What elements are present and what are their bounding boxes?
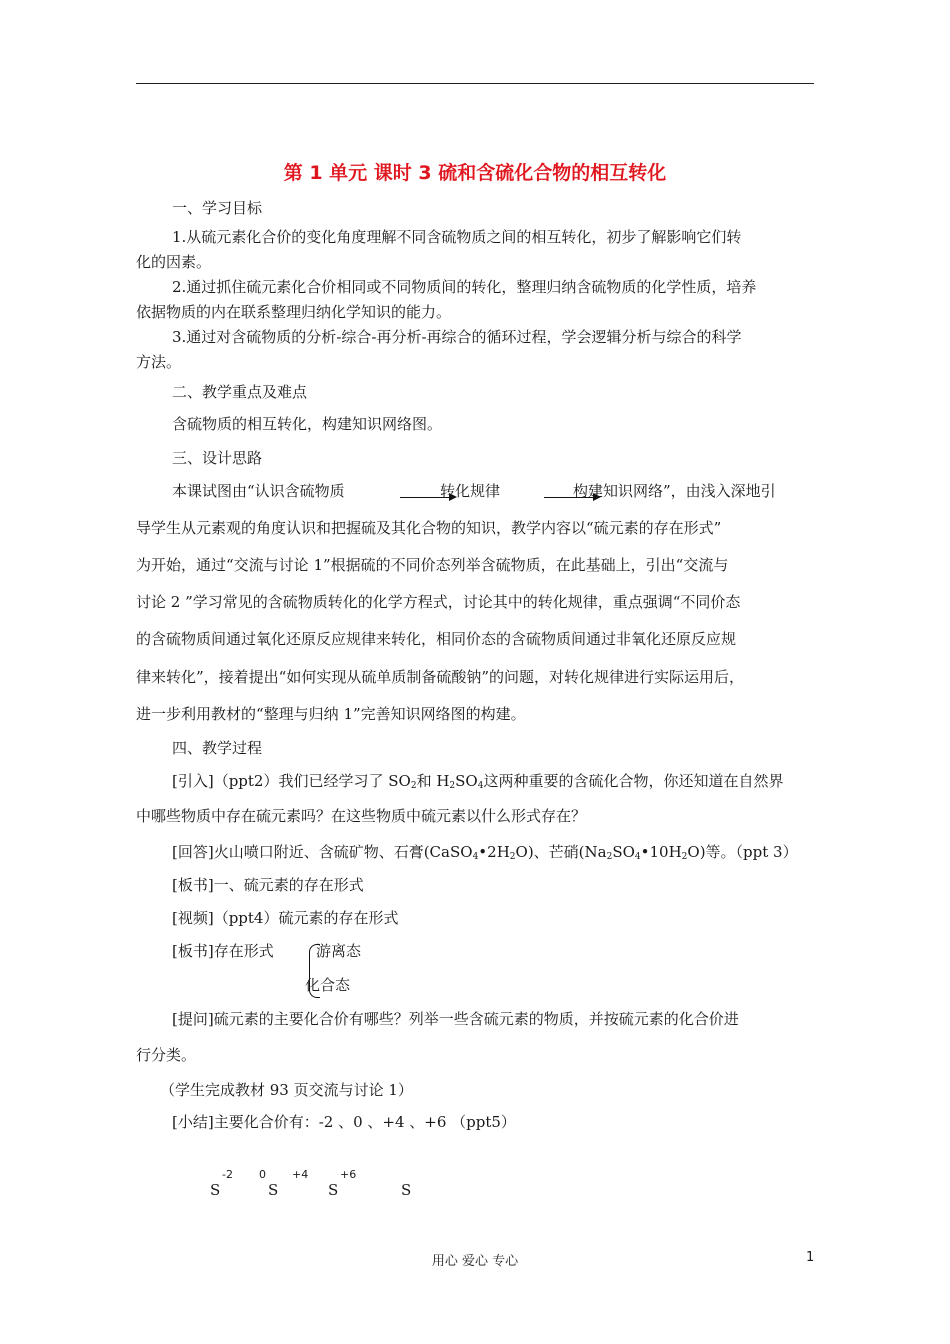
design-heading: 三、设计思路 bbox=[172, 449, 263, 467]
goal-1-line-2: 化的因素。 bbox=[136, 253, 212, 271]
answer-text-d: SO bbox=[612, 843, 635, 861]
design-line-2: 导学生从元素观的角度认识和把握硫及其化合物的知识，教学内容以“硫元素的存在形式” bbox=[136, 519, 722, 537]
design-line-6: 律来转化”，接着提出“如何实现从硫单质制备硫酸钠”的问题，对转化规律进行实际运用后， bbox=[136, 668, 745, 686]
h2o-subscript-1: 2 bbox=[509, 852, 516, 862]
goal-2-line-2: 依据物质的内在联系整理归纳化学知识的能力。 bbox=[136, 303, 452, 321]
key-heading: 二、教学重点及难点 bbox=[172, 383, 308, 401]
answer-text-e: •10H bbox=[640, 843, 682, 861]
question-line-1: [提问]硫元素的主要化合价有哪些？列举一些含硫元素的物质，并按硫元素的化合价进 bbox=[172, 1010, 739, 1028]
video-line: [视频]（ppt4）硫元素的存在形式 bbox=[172, 909, 399, 927]
design-line-3: 为开始，通过“交流与讨论 1”根据硫的不同价态列举含硫物质，在此基础上，引出“交流与 bbox=[136, 556, 729, 574]
valence-label-2: 0 bbox=[259, 1168, 266, 1181]
intro-text-a: [引入]（ppt2）我们已经学习了 SO bbox=[172, 772, 411, 790]
design-line-4: 讨论 2 ”学习常见的含硫物质转化的化学方程式，讨论其中的转化规律，重点强调“不同价态 bbox=[136, 593, 741, 611]
design-line-1b: 转化规律 bbox=[440, 482, 501, 500]
intro-line-1 bbox=[172, 771, 783, 796]
page-title: 第 1 单元 课时 3 硫和含硫化合物的相互转化 bbox=[283, 162, 667, 184]
intro-line-2: 中哪些物质中存在硫元素吗？在这些物质中硫元素以什么形式存在？ bbox=[136, 807, 587, 825]
valence-label-3: +4 bbox=[292, 1168, 309, 1181]
goal-3-line-2: 方法。 bbox=[136, 353, 182, 371]
combined-state-label: 化合态 bbox=[305, 976, 351, 994]
sulfur-symbol-2: S bbox=[268, 1181, 279, 1199]
design-line-5: 的含硫物质间通过氧化还原反应规律来转化，相同价态的含硫物质间通过非氧化还原反应规 bbox=[136, 630, 737, 648]
h2-subscript: 2 bbox=[449, 781, 456, 791]
answer-text-f: O)等。（ppt 3） bbox=[687, 843, 798, 861]
goal-1-line-1: 1.从硫元素化合价的变化角度理解不同含硫物质之间的相互转化，初步了解影响它们转 bbox=[172, 228, 742, 246]
answer-text-b: •2H bbox=[478, 843, 510, 861]
page-footer: 用心 爱心 专心 bbox=[431, 1254, 519, 1269]
design-line-1c: 构建知识网络”，由浅入深地引 bbox=[573, 482, 776, 500]
na2-subscript: 2 bbox=[606, 852, 613, 862]
intro-text-b: 和 H bbox=[416, 772, 450, 790]
goal-3-line-1: 3.通过对含硫物质的分析-综合-再分析-再综合的循环过程，学会逻辑分析与综合的科学 bbox=[172, 328, 742, 346]
question-line-2: 行分类。 bbox=[136, 1046, 197, 1064]
sulfur-symbol-1: S bbox=[210, 1181, 221, 1199]
so4-subscript-2: 4 bbox=[634, 852, 641, 862]
student-task-line: （学生完成教材 93 页交流与讨论 1） bbox=[160, 1081, 413, 1099]
page-number: 1 bbox=[806, 1250, 815, 1265]
design-line-7: 进一步利用教材的“整理与归纳 1”完善知识网络图的构建。 bbox=[136, 705, 526, 723]
header-rule bbox=[136, 83, 814, 84]
intro-text-c: SO bbox=[455, 772, 478, 790]
summary-line: [小结]主要化合价有：-2 、0 、+4 、+6 （ppt5） bbox=[172, 1113, 516, 1131]
answer-text-c: O)、芒硝(Na bbox=[515, 843, 607, 861]
so4-subscript: 4 bbox=[477, 781, 484, 791]
free-state-label: 游离态 bbox=[316, 942, 362, 960]
process-heading: 四、教学过程 bbox=[172, 739, 263, 757]
goals-heading: 一、学习目标 bbox=[172, 199, 263, 217]
valence-label-4: +6 bbox=[340, 1168, 357, 1181]
sulfur-symbol-3: S bbox=[328, 1181, 339, 1199]
board-line-1: [板书]一、硫元素的存在形式 bbox=[172, 876, 364, 894]
sulfur-symbol-4: S bbox=[401, 1181, 412, 1199]
goal-2-line-1: 2.通过抓住硫元素化合价相同或不同物质间的转化，整理归纳含硫物质的化学性质，培养 bbox=[172, 278, 757, 296]
intro-text-d: 这两种重要的含硫化合物，你还知道在自然界 bbox=[483, 772, 784, 790]
caso4-subscript: 4 bbox=[472, 852, 479, 862]
key-text: 含硫物质的相互转化，构建知识网络图。 bbox=[172, 415, 443, 433]
board-line-2: [板书]存在形式 bbox=[172, 942, 274, 960]
valence-label-1: -2 bbox=[222, 1168, 233, 1181]
h2o-subscript-2: 2 bbox=[681, 852, 688, 862]
design-line-1a: 本课试图由“认识含硫物质 bbox=[172, 482, 345, 500]
answer-line bbox=[172, 842, 798, 867]
so2-subscript: 2 bbox=[410, 781, 417, 791]
answer-text-a: [回答]火山喷口附近、含硫矿物、石膏(CaSO bbox=[172, 843, 473, 861]
